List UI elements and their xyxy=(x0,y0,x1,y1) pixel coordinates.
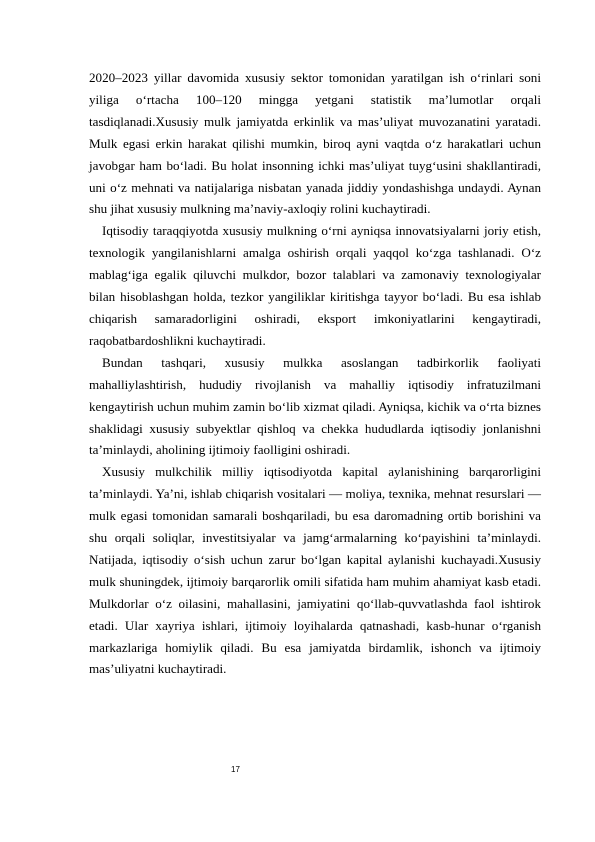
paragraph-2: Iqtisodiy taraqqiyotda xususiy mulkning o‘rni ayniqsa innovatsiyalarni joriy etish, texnologik yangilanishlarni amalga oshirish orqali yaqqol ko‘zga tashlanadi. O‘z mablag‘iga egalik qiluvchi mulkdor, bozor talablari va zamonaviy texnologiyalar bilan hisoblashgan holda, tezkor yangiliklar kiritishga tayyor bo‘ladi. Bu esa ishlab chiqarish samaradorligini oshiradi, eksport imkoniyatlarini kengaytiradi, raqobatbardoshlikni kuchaytiradi. xyxy=(89,223,541,348)
paragraph-4: Xususiy mulkchilik milliy iqtisodiyotda kapital aylanishining barqarorligini ta’minlaydi. Ya’ni, ishlab chiqarish vositalari — moliya, texnika, mehnat resurslari — mulk egasi tomonidan samarali boshqariladi, bu esa daromadning ortib borishini va shu orqali soliqlar, investitsiyalar va jamg‘armalarning ko‘payishini ta’minlaydi. Natijada, iqtisodiy o‘sish uchun zarur bo‘lgan kapital aylanishi kuchayadi.Xususiy mulk shuningdek, ijtimoiy barqarorlik omili sifatida ham muhim ahamiyat kasb etadi. Mulkdorlar o‘z oilasini, mahallasini, jamiyatini qo‘llab-quvvatlashda faol ishtirok etadi. Ular xayriya ishlari, ijtimoiy loyihalarda qatnashadi, kasb-hunar o‘rganish markazlariga homiylik qiladi. Bu esa jamiyatda birdamlik, ishonch va ijtimoiy mas’uliyatni kuchaytiradi. xyxy=(89,464,541,677)
page-number: 17 xyxy=(231,765,240,774)
body-text xyxy=(89,67,541,680)
paragraph-3: Bundan tashqari, xususiy mulkka asoslangan tadbirkorlik faoliyati mahalliylashtirish, hududiy rivojlanish va mahalliy iqtisodiy infratuzilmani kengaytirish uchun muhim zamin bo‘lib xizmat qiladi. Ayniqsa, kichik va o‘rta biznes shaklidagi xususiy subyektlar qishloq va chekka hududlarda iqtisodiy jonlanishni ta’minlaydi, aholining ijtimoiy faolligini oshiradi. xyxy=(89,354,541,458)
paragraph-1: 2020–2023 yillar davomida xususiy sektor tomonidan yaratilgan ish o‘rinlari soni yiliga o‘rtacha 100–120 mingga yetgani statistik ma’lumotlar orqali tasdiqlanadi.Xususiy mulk jamiyatda erkinlik va mas’uliyat muvozanatini yaratadi. Mulk egasi erkin harakat qilishi mumkin, biroq ayni vaqtda o‘z harakatlari uchun javobgar ham bo‘ladi. Bu holat insonning ichki mas’uliyat tuyg‘usini shakllantiradi, uni o‘z mehnati va natijalariga nisbatan yanada jiddiy yondashishga undaydi. Aynan shu jihat xususiy mulkning ma’naviy-axloqiy rolini kuchaytiradi. xyxy=(89,70,541,217)
